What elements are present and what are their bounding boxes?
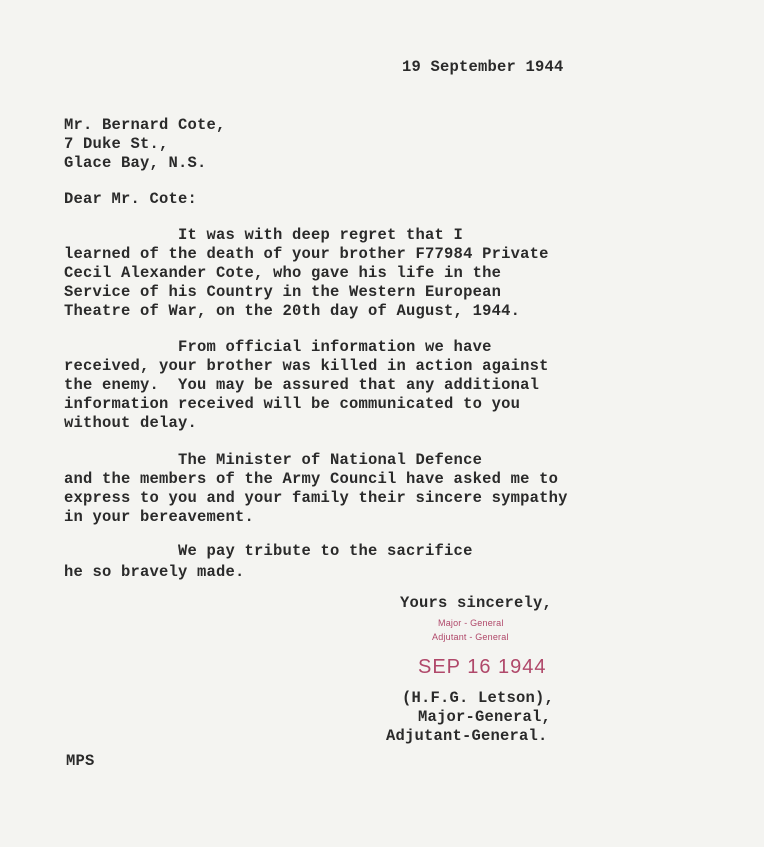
text-line: and the members of the Army Council have asked me to bbox=[64, 470, 559, 488]
text-line: The Minister of National Defence bbox=[64, 451, 483, 469]
text-line: Cecil Alexander Cote, who gave his life in the bbox=[64, 264, 502, 282]
typist-initials: MPS bbox=[66, 752, 95, 770]
address-line: Glace Bay, N.S. bbox=[64, 154, 207, 172]
address-line: 7 Duke St., bbox=[64, 135, 169, 153]
text-line: received, your brother was killed in action against bbox=[64, 357, 549, 375]
closing: Yours sincerely, bbox=[400, 594, 553, 612]
signatory-name: (H.F.G. Letson), bbox=[402, 689, 555, 707]
text-line: the enemy. You may be assured that any additional bbox=[64, 376, 540, 394]
address-line: Mr. Bernard Cote, bbox=[64, 116, 226, 134]
signatory-title: Adjutant-General. bbox=[386, 727, 548, 745]
text-line: Service of his Country in the Western European bbox=[64, 283, 502, 301]
signatory-rank: Major-General, bbox=[418, 708, 552, 726]
text-line: It was with deep regret that I bbox=[64, 226, 464, 244]
text-line: in your bereavement. bbox=[64, 508, 255, 526]
text-line: he so bravely made. bbox=[64, 563, 245, 581]
stamp-date: SEP 16 1944 bbox=[418, 656, 547, 678]
text-line: We pay tribute to the sacrifice bbox=[64, 542, 473, 560]
salutation: Dear Mr. Cote: bbox=[64, 190, 198, 208]
stamp-rank: Major - General bbox=[438, 618, 504, 628]
text-line: Theatre of War, on the 20th day of August, 1944. bbox=[64, 302, 521, 320]
text-line: From official information we have bbox=[64, 338, 492, 356]
text-line: express to you and your family their sincere sympathy bbox=[64, 489, 568, 507]
text-line: learned of the death of your brother F77984 Private bbox=[64, 245, 549, 263]
letter-date: 19 September 1944 bbox=[402, 58, 564, 76]
stamp-title: Adjutant - General bbox=[432, 632, 509, 642]
text-line: information received will be communicated to you bbox=[64, 395, 521, 413]
text-line: without delay. bbox=[64, 414, 198, 432]
